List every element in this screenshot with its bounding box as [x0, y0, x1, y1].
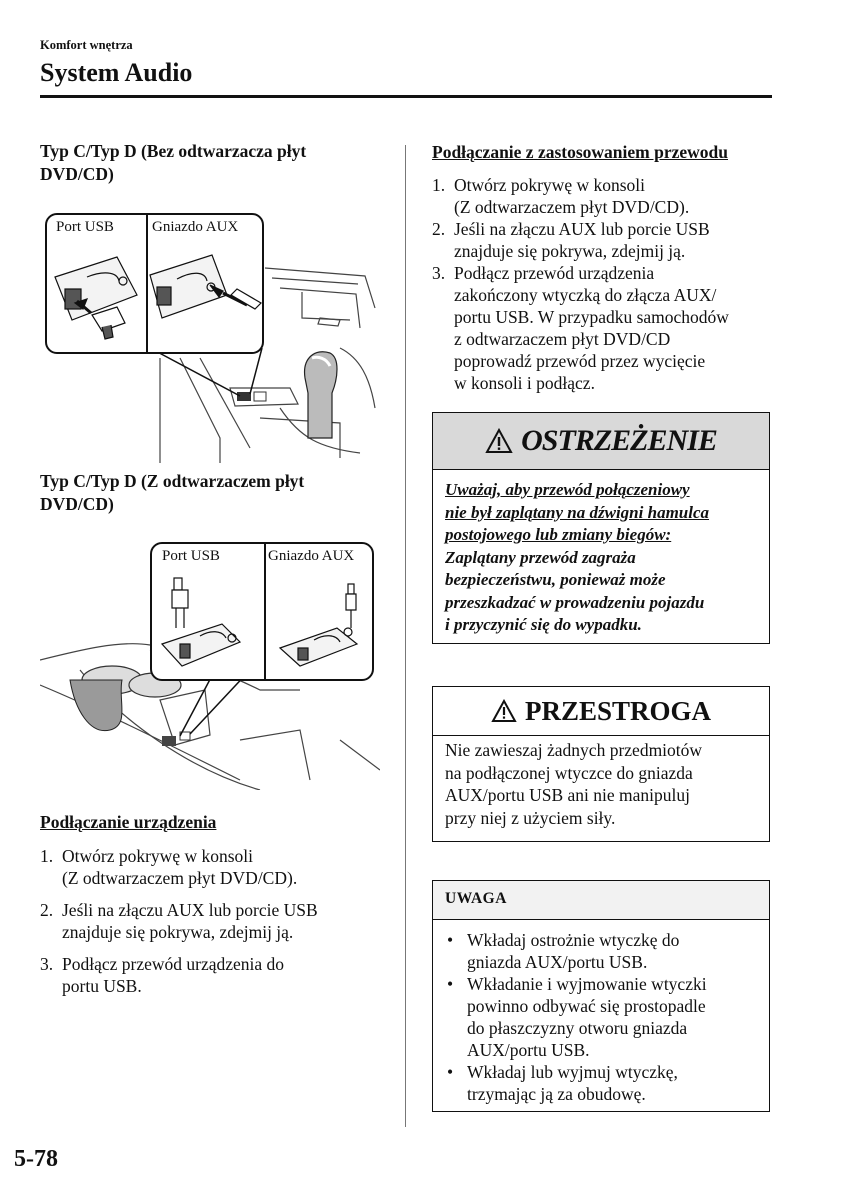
page-title: System Audio	[40, 58, 193, 87]
page-number: 5-78	[14, 1146, 58, 1172]
list-item: 3. Podłącz przewód urządzenia zakończony wtyczką do złącza AUX/ portu USB. W przypadku samochodów z odtwarzaczem płyt DVD/CD poprowadź przewód przez wycięcie w konsoli i podłącz.	[432, 263, 729, 393]
caution-box	[432, 686, 770, 842]
figure2-heading: Typ C/Typ D (Z odtwarzaczem płyt DVD/CD)	[40, 471, 305, 514]
figure2-illustration	[40, 540, 380, 790]
caution-title: PRZESTROGA	[524, 695, 712, 726]
list-item: 2. Jeśli na złączu AUX lub porcie USB znajduje się pokrywa, zdejmij ją.	[40, 900, 318, 942]
figure1-illustration	[40, 208, 380, 463]
section-label: Komfort wnętrza	[40, 38, 133, 52]
warning-text: Uważaj, aby przewód połączeniowy nie był zaplątany na dźwigni hamulca postojowego lub zmiany biegów: Zaplątany przewód zagraża bezpieczeństwu, ponieważ może przeszkadzać w prowadzeniu pojazdu i przyczynić się do wypadku.	[445, 480, 710, 634]
caution-triangle-icon	[491, 699, 517, 723]
callout-usb-aux-1	[45, 213, 264, 354]
caution-text: Nie zawieszaj żadnych przedmiotów na podłączonej wtyczce do gniazda AUX/portu USB ani nie manipuluj przy niej z użyciem siły.	[445, 740, 703, 828]
column-divider	[405, 145, 406, 1127]
list-item: • Wkładanie i wyjmowanie wtyczki powinno odbywać się prostopadle do płaszczyzny otworu gniazda AUX/portu USB.	[447, 974, 707, 1060]
note-title: UWAGA	[445, 890, 507, 907]
list-item: 1. Otwórz pokrywę w konsoli (Z odtwarzaczem płyt DVD/CD).	[432, 175, 690, 217]
list-item: 2. Jeśli na złączu AUX lub porcie USB znajduje się pokrywa, zdejmij ją.	[432, 219, 710, 261]
cable-connect-heading: Podłączanie z zastosowaniem przewodu	[432, 142, 729, 162]
note-header	[433, 881, 769, 920]
connect-device-heading: Podłączanie urządzenia	[40, 812, 217, 832]
bullet-icon: •	[447, 974, 454, 994]
label-port-usb-2: Port USB	[162, 548, 220, 564]
label-gniazdo-aux-1: Gniazdo AUX	[152, 219, 239, 235]
list-item: 1. Otwórz pokrywę w konsoli (Z odtwarzaczem płyt DVD/CD).	[40, 846, 298, 888]
list-item: 3. Podłącz przewód urządzenia do portu USB.	[40, 954, 285, 996]
warning-triangle-icon	[485, 428, 513, 454]
warning-box	[432, 412, 770, 644]
warning-header	[433, 413, 769, 470]
list-item: • Wkładaj lub wyjmuj wtyczkę, trzymając ją za obudowę.	[447, 1062, 678, 1104]
callout-usb-aux-2	[150, 542, 374, 681]
cable-connect-steps	[432, 174, 772, 394]
label-gniazdo-aux-2: Gniazdo AUX	[268, 548, 355, 564]
bullet-icon: •	[447, 930, 454, 950]
warning-title: OSTRZEŻENIE	[521, 424, 717, 457]
note-box	[432, 880, 770, 1112]
figure1-heading: Typ C/Typ D (Bez odtwarzacza płyt DVD/CD)	[40, 141, 307, 184]
list-item: • Wkładaj ostrożnie wtyczkę do gniazda AUX/portu USB.	[447, 930, 680, 972]
note-bullets	[445, 929, 765, 1105]
title-rule	[40, 95, 772, 98]
connect-device-steps	[40, 845, 390, 997]
label-port-usb-1: Port USB	[56, 219, 114, 235]
caution-header	[433, 687, 769, 736]
bullet-icon: •	[447, 1062, 454, 1082]
